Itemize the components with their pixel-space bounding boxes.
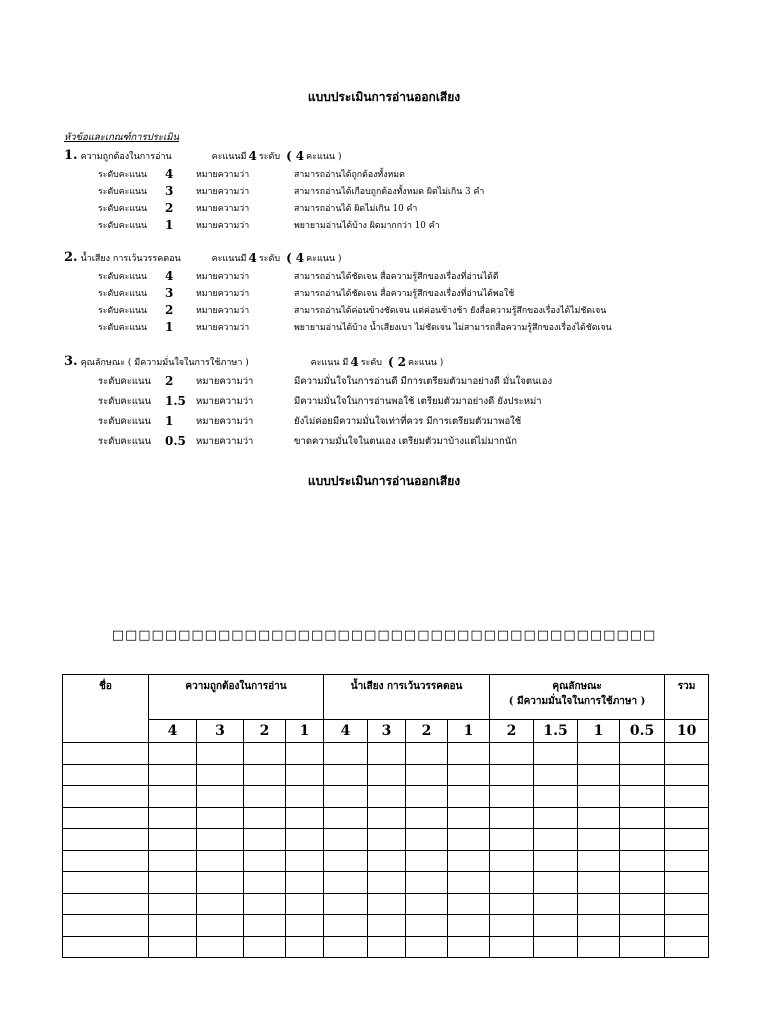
table-cell[interactable] bbox=[534, 915, 578, 937]
table-cell[interactable] bbox=[534, 807, 578, 829]
table-cell[interactable] bbox=[406, 807, 448, 829]
table-cell[interactable] bbox=[490, 764, 534, 786]
level-description: มีความมั่นใจในการอ่านพอใช้ เตรียมตัวมาอย่างดี ยังประหม่า bbox=[294, 395, 542, 407]
table-cell[interactable] bbox=[286, 915, 324, 937]
score-cell: 1 bbox=[578, 720, 620, 743]
table-row bbox=[63, 764, 709, 786]
table-cell[interactable] bbox=[63, 936, 149, 958]
table-cell[interactable] bbox=[149, 786, 197, 808]
level-label: ระดับคะแนน bbox=[98, 271, 148, 282]
table-row bbox=[63, 743, 709, 765]
table-cell[interactable] bbox=[63, 893, 149, 915]
score-cell: 2 bbox=[244, 720, 286, 743]
table-cell[interactable] bbox=[406, 743, 448, 765]
table-cell[interactable] bbox=[63, 829, 149, 851]
table-cell[interactable] bbox=[578, 786, 620, 808]
table-cell[interactable] bbox=[286, 743, 324, 765]
table-header-row bbox=[63, 675, 709, 720]
score-cell: 3 bbox=[368, 720, 406, 743]
levels-count: 4 bbox=[248, 250, 257, 265]
level-label: ระดับคะแนน bbox=[98, 375, 151, 387]
total-text: คะแนน ) bbox=[306, 151, 342, 162]
table-cell[interactable] bbox=[368, 893, 406, 915]
table-cell[interactable] bbox=[620, 915, 665, 937]
table-cell[interactable] bbox=[324, 850, 368, 872]
table-cell[interactable] bbox=[286, 829, 324, 851]
header-trait-line1: คุณลักษณะ bbox=[552, 681, 602, 692]
table-cell[interactable] bbox=[244, 807, 286, 829]
level-row bbox=[64, 182, 744, 199]
level-meaning-label: หมายความว่า bbox=[196, 288, 250, 299]
table-cell[interactable] bbox=[665, 936, 709, 958]
table-cell[interactable] bbox=[448, 764, 490, 786]
total-open: ( bbox=[286, 148, 292, 163]
table-cell[interactable] bbox=[286, 850, 324, 872]
table-cell[interactable] bbox=[197, 850, 244, 872]
table-cell[interactable] bbox=[665, 915, 709, 937]
table-cell[interactable] bbox=[534, 786, 578, 808]
table-cell[interactable] bbox=[197, 915, 244, 937]
table-cell[interactable] bbox=[490, 743, 534, 765]
criteria-heading: หัวข้อและเกณฑ์การประเมิน bbox=[64, 132, 179, 143]
table-cell[interactable] bbox=[244, 915, 286, 937]
table-cell[interactable] bbox=[197, 764, 244, 786]
table-cell[interactable] bbox=[244, 743, 286, 765]
score-cell: 1.5 bbox=[534, 720, 578, 743]
level-label: ระดับคะแนน bbox=[98, 395, 151, 407]
table-cell[interactable] bbox=[448, 893, 490, 915]
level-row bbox=[64, 216, 744, 233]
table-cell[interactable] bbox=[448, 786, 490, 808]
score-table bbox=[62, 674, 709, 958]
table-cell[interactable] bbox=[324, 872, 368, 894]
table-cell[interactable] bbox=[149, 915, 197, 937]
table-cell[interactable] bbox=[197, 872, 244, 894]
level-label: ระดับคะแนน bbox=[98, 169, 148, 180]
table-cell[interactable] bbox=[368, 936, 406, 958]
table-cell[interactable] bbox=[578, 872, 620, 894]
level-row bbox=[64, 411, 744, 431]
table-cell[interactable] bbox=[244, 893, 286, 915]
table-cell[interactable] bbox=[197, 936, 244, 958]
header-trait-line2: ( มีความมั่นใจในการใช้ภาษา ) bbox=[508, 696, 646, 707]
table-cell[interactable] bbox=[490, 850, 534, 872]
table-cell[interactable] bbox=[578, 743, 620, 765]
level-label: ระดับคะแนน bbox=[98, 305, 148, 316]
level-row bbox=[64, 391, 744, 411]
level-row bbox=[64, 431, 744, 451]
table-cell[interactable] bbox=[63, 850, 149, 872]
level-description: พยายามอ่านได้บ้าง ผิดมากกว่า 10 คำ bbox=[294, 220, 440, 231]
table-cell[interactable] bbox=[368, 850, 406, 872]
section-criterion: น้ำเสียง การเว้นวรรคตอน bbox=[80, 253, 181, 264]
level-score: 2 bbox=[165, 302, 174, 317]
level-meaning-label: หมายความว่า bbox=[196, 375, 254, 387]
section-header bbox=[64, 352, 744, 371]
table-cell[interactable] bbox=[286, 893, 324, 915]
second-title: แบบประเมินการอ่านออกเสียง bbox=[307, 474, 461, 488]
table-cell[interactable] bbox=[578, 893, 620, 915]
garbled-title: □□□□□□□□□□□□□□□□□□□□□□□□□□□□□□□□□□□□□□□□□ bbox=[111, 628, 657, 643]
table-cell[interactable] bbox=[534, 872, 578, 894]
table-cell[interactable] bbox=[324, 743, 368, 765]
score-cell: 2 bbox=[406, 720, 448, 743]
level-score: 3 bbox=[165, 183, 174, 198]
score-cell: 1 bbox=[286, 720, 324, 743]
level-meaning-label: หมายความว่า bbox=[196, 415, 254, 427]
table-cell[interactable] bbox=[490, 915, 534, 937]
table-cell[interactable] bbox=[197, 786, 244, 808]
table-cell[interactable] bbox=[490, 829, 534, 851]
total-score: 4 bbox=[295, 148, 305, 163]
level-meaning-label: หมายความว่า bbox=[196, 322, 250, 333]
table-cell[interactable] bbox=[448, 829, 490, 851]
criterion-section-voice bbox=[64, 248, 744, 335]
level-label: ระดับคะแนน bbox=[98, 288, 148, 299]
level-description: สามารถอ่านได้เกือบถูกต้องทั้งหมด ผิดไม่เกิน 3 คำ bbox=[294, 186, 485, 197]
level-row bbox=[64, 301, 744, 318]
level-row bbox=[64, 199, 744, 216]
table-row bbox=[63, 850, 709, 872]
table-cell[interactable] bbox=[578, 829, 620, 851]
level-meaning-label: หมายความว่า bbox=[196, 395, 254, 407]
level-label: ระดับคะแนน bbox=[98, 203, 148, 214]
level-description: ยังไม่ค่อยมีความมั่นใจเท่าที่ควร มีการเตรียมตัวมาพอใช้ bbox=[294, 415, 522, 427]
table-cell[interactable] bbox=[324, 915, 368, 937]
table-cell[interactable] bbox=[197, 743, 244, 765]
table-cell[interactable] bbox=[368, 829, 406, 851]
table-cell[interactable] bbox=[448, 743, 490, 765]
table-cell[interactable] bbox=[149, 807, 197, 829]
level-row bbox=[64, 267, 744, 284]
level-meaning-label: หมายความว่า bbox=[196, 435, 254, 447]
table-cell[interactable] bbox=[406, 893, 448, 915]
table-cell[interactable] bbox=[620, 850, 665, 872]
header-trait bbox=[490, 675, 665, 720]
table-cell[interactable] bbox=[63, 743, 149, 765]
table-row bbox=[63, 893, 709, 915]
table-cell[interactable] bbox=[149, 850, 197, 872]
section-number: 3. bbox=[64, 354, 78, 369]
level-label: ระดับคะแนน bbox=[98, 435, 151, 447]
score-text: คะแนนมี bbox=[211, 253, 247, 264]
level-meaning-label: หมายความว่า bbox=[196, 203, 250, 214]
levels-count: 4 bbox=[248, 148, 257, 163]
document-title: แบบประเมินการอ่านออกเสียง bbox=[307, 90, 461, 104]
header-accuracy: ความถูกต้องในการอ่าน bbox=[149, 675, 324, 720]
total-open: ( bbox=[286, 250, 292, 265]
section-number: 1. bbox=[64, 148, 78, 163]
table-cell[interactable] bbox=[63, 915, 149, 937]
level-score: 4 bbox=[165, 268, 174, 283]
level-word: ระดับ bbox=[258, 253, 281, 264]
level-description: สามารถอ่านได้ถูกต้องทั้งหมด bbox=[294, 169, 405, 180]
level-meaning-label: หมายความว่า bbox=[196, 220, 250, 231]
table-cell[interactable] bbox=[534, 829, 578, 851]
table-cell[interactable] bbox=[406, 764, 448, 786]
criterion-section-trait bbox=[64, 352, 744, 451]
table-cell[interactable] bbox=[620, 764, 665, 786]
table-cell[interactable] bbox=[286, 807, 324, 829]
level-description: สามารถอ่านได้ค่อนข้างชัดเจน แต่ค่อนข้างช้า ยังสื่อความรู้สึกของเรื่องได้ไม่ชัดเจน bbox=[294, 305, 607, 316]
score-cell: 4 bbox=[149, 720, 197, 743]
table-cell[interactable] bbox=[149, 829, 197, 851]
table-row bbox=[63, 915, 709, 937]
table-cell[interactable] bbox=[620, 893, 665, 915]
level-row bbox=[64, 371, 744, 391]
table-cell[interactable] bbox=[406, 829, 448, 851]
table-cell[interactable] bbox=[406, 786, 448, 808]
score-cell: 1 bbox=[448, 720, 490, 743]
level-description: สามารถอ่านได้ชัดเจน สื่อความรู้สึกของเรื่องที่อ่านได้พอใช้ bbox=[294, 288, 515, 299]
level-meaning-label: หมายความว่า bbox=[196, 169, 250, 180]
table-cell[interactable] bbox=[406, 872, 448, 894]
table-cell[interactable] bbox=[286, 872, 324, 894]
score-cell: 10 bbox=[665, 720, 709, 743]
table-cell[interactable] bbox=[368, 743, 406, 765]
table-cell[interactable] bbox=[406, 850, 448, 872]
table-cell[interactable] bbox=[197, 829, 244, 851]
table-row bbox=[63, 807, 709, 829]
table-cell[interactable] bbox=[197, 893, 244, 915]
level-word: ระดับ bbox=[258, 151, 281, 162]
table-cell[interactable] bbox=[324, 807, 368, 829]
table-body bbox=[63, 743, 709, 958]
levels-count: 4 bbox=[350, 354, 359, 369]
table-cell[interactable] bbox=[665, 743, 709, 765]
level-score: 2 bbox=[165, 374, 174, 388]
table-cell[interactable] bbox=[368, 872, 406, 894]
header-total: รวม bbox=[665, 675, 709, 720]
level-row bbox=[64, 165, 744, 182]
level-meaning-label: หมายความว่า bbox=[196, 305, 250, 316]
table-cell[interactable] bbox=[578, 936, 620, 958]
score-cell: 4 bbox=[324, 720, 368, 743]
level-score: 0.5 bbox=[165, 434, 186, 448]
table-cell[interactable] bbox=[244, 764, 286, 786]
table-cell[interactable] bbox=[368, 915, 406, 937]
level-label: ระดับคะแนน bbox=[98, 186, 148, 197]
header-name: ชื่อ bbox=[63, 675, 149, 743]
table-cell[interactable] bbox=[448, 807, 490, 829]
table-cell[interactable] bbox=[620, 829, 665, 851]
level-row bbox=[64, 284, 744, 301]
table-cell[interactable] bbox=[620, 743, 665, 765]
level-row bbox=[64, 318, 744, 335]
level-score: 1 bbox=[165, 217, 174, 232]
score-cell: 0.5 bbox=[620, 720, 665, 743]
table-cell[interactable] bbox=[620, 872, 665, 894]
section-criterion: ความถูกต้องในการอ่าน bbox=[80, 151, 172, 162]
table-cell[interactable] bbox=[406, 936, 448, 958]
table-cell[interactable] bbox=[620, 936, 665, 958]
section-header bbox=[64, 146, 744, 165]
table-cell[interactable] bbox=[578, 807, 620, 829]
table-cell[interactable] bbox=[244, 936, 286, 958]
table-cell[interactable] bbox=[286, 764, 324, 786]
total-open: ( bbox=[387, 354, 394, 369]
table-cell[interactable] bbox=[534, 764, 578, 786]
score-cell: 3 bbox=[197, 720, 244, 743]
total-text: คะแนน ) bbox=[407, 357, 444, 368]
table-cell[interactable] bbox=[620, 786, 665, 808]
level-description: สามารถอ่านได้ชัดเจน สื่อความรู้สึกของเรื่องที่อ่านได้ดี bbox=[294, 271, 499, 282]
level-score: 1 bbox=[165, 319, 174, 334]
table-cell[interactable] bbox=[286, 936, 324, 958]
table-cell[interactable] bbox=[578, 850, 620, 872]
level-score: 1.5 bbox=[165, 394, 186, 408]
table-cell[interactable] bbox=[149, 936, 197, 958]
table-cell[interactable] bbox=[324, 764, 368, 786]
level-label: ระดับคะแนน bbox=[98, 322, 148, 333]
criterion-section-accuracy bbox=[64, 146, 744, 233]
level-meaning-label: หมายความว่า bbox=[196, 186, 250, 197]
table-cell[interactable] bbox=[149, 764, 197, 786]
level-description: ขาดความมั่นใจในตนเอง เตรียมตัวมาบ้างแต่ไม่มากนัก bbox=[294, 435, 518, 447]
level-description: สามารถอ่านได้ ผิดไม่เกิน 10 คำ bbox=[294, 203, 418, 214]
table-cell[interactable] bbox=[63, 786, 149, 808]
score-cell: 2 bbox=[490, 720, 534, 743]
table-cell[interactable] bbox=[63, 807, 149, 829]
level-description: มีความมั่นใจในการอ่านดี มีการเตรียมตัวมาอย่างดี มั่นใจตนเอง bbox=[294, 375, 553, 387]
table-cell[interactable] bbox=[534, 936, 578, 958]
table-cell[interactable] bbox=[665, 764, 709, 786]
level-word: ระดับ bbox=[360, 357, 382, 368]
table-cell[interactable] bbox=[244, 872, 286, 894]
table-cell[interactable] bbox=[406, 915, 448, 937]
table-cell[interactable] bbox=[620, 807, 665, 829]
table-cell[interactable] bbox=[324, 829, 368, 851]
total-text: คะแนน ) bbox=[306, 253, 342, 264]
table-cell[interactable] bbox=[324, 786, 368, 808]
table-cell[interactable] bbox=[448, 850, 490, 872]
table-cell[interactable] bbox=[324, 936, 368, 958]
header-voice: น้ำเสียง การเว้นวรรคตอน bbox=[324, 675, 490, 720]
table-cell[interactable] bbox=[368, 807, 406, 829]
table-cell[interactable] bbox=[578, 915, 620, 937]
table-cell[interactable] bbox=[244, 850, 286, 872]
table-cell[interactable] bbox=[490, 786, 534, 808]
level-score: 2 bbox=[165, 200, 174, 215]
total-score: 4 bbox=[295, 250, 305, 265]
table-cell[interactable] bbox=[149, 743, 197, 765]
table-cell[interactable] bbox=[665, 893, 709, 915]
table-cell[interactable] bbox=[448, 915, 490, 937]
table-cell[interactable] bbox=[368, 764, 406, 786]
table-cell[interactable] bbox=[534, 743, 578, 765]
table-cell[interactable] bbox=[578, 764, 620, 786]
table-row bbox=[63, 786, 709, 808]
level-meaning-label: หมายความว่า bbox=[196, 271, 250, 282]
section-number: 2. bbox=[64, 250, 78, 265]
table-cell[interactable] bbox=[534, 893, 578, 915]
table-cell[interactable] bbox=[197, 807, 244, 829]
table-cell[interactable] bbox=[665, 807, 709, 829]
table-cell[interactable] bbox=[63, 872, 149, 894]
table-score-row bbox=[63, 720, 709, 743]
level-score: 4 bbox=[165, 166, 174, 181]
table-cell[interactable] bbox=[244, 786, 286, 808]
table-cell[interactable] bbox=[324, 893, 368, 915]
table-cell[interactable] bbox=[490, 893, 534, 915]
level-score: 3 bbox=[165, 285, 174, 300]
section-header bbox=[64, 248, 744, 267]
table-cell[interactable] bbox=[286, 786, 324, 808]
level-label: ระดับคะแนน bbox=[98, 220, 148, 231]
table-cell[interactable] bbox=[63, 764, 149, 786]
table-cell[interactable] bbox=[665, 850, 709, 872]
score-text: คะแนน มี bbox=[310, 357, 349, 368]
table-cell[interactable] bbox=[665, 786, 709, 808]
table-cell[interactable] bbox=[448, 936, 490, 958]
table-cell[interactable] bbox=[448, 872, 490, 894]
table-cell[interactable] bbox=[490, 872, 534, 894]
table-cell[interactable] bbox=[368, 786, 406, 808]
table-cell[interactable] bbox=[149, 893, 197, 915]
table-row bbox=[63, 829, 709, 851]
table-row bbox=[63, 936, 709, 958]
total-score: 2 bbox=[397, 354, 406, 369]
table-row bbox=[63, 872, 709, 894]
table-cell[interactable] bbox=[665, 829, 709, 851]
table-cell[interactable] bbox=[490, 936, 534, 958]
level-score: 1 bbox=[165, 414, 174, 428]
section-criterion: คุณลักษณะ ( มีความมั่นใจในการใช้ภาษา ) bbox=[80, 357, 249, 368]
score-text: คะแนนมี bbox=[211, 151, 247, 162]
level-label: ระดับคะแนน bbox=[98, 415, 151, 427]
level-description: พยายามอ่านได้บ้าง น้ำเสียงเบา ไม่ชัดเจน ไม่สามารถสื่อความรู้สึกของเรื่องได้ชัดเจน bbox=[294, 322, 612, 333]
table-cell[interactable] bbox=[665, 872, 709, 894]
table-cell[interactable] bbox=[534, 850, 578, 872]
table-cell[interactable] bbox=[149, 872, 197, 894]
table-cell[interactable] bbox=[244, 829, 286, 851]
table-cell[interactable] bbox=[490, 807, 534, 829]
